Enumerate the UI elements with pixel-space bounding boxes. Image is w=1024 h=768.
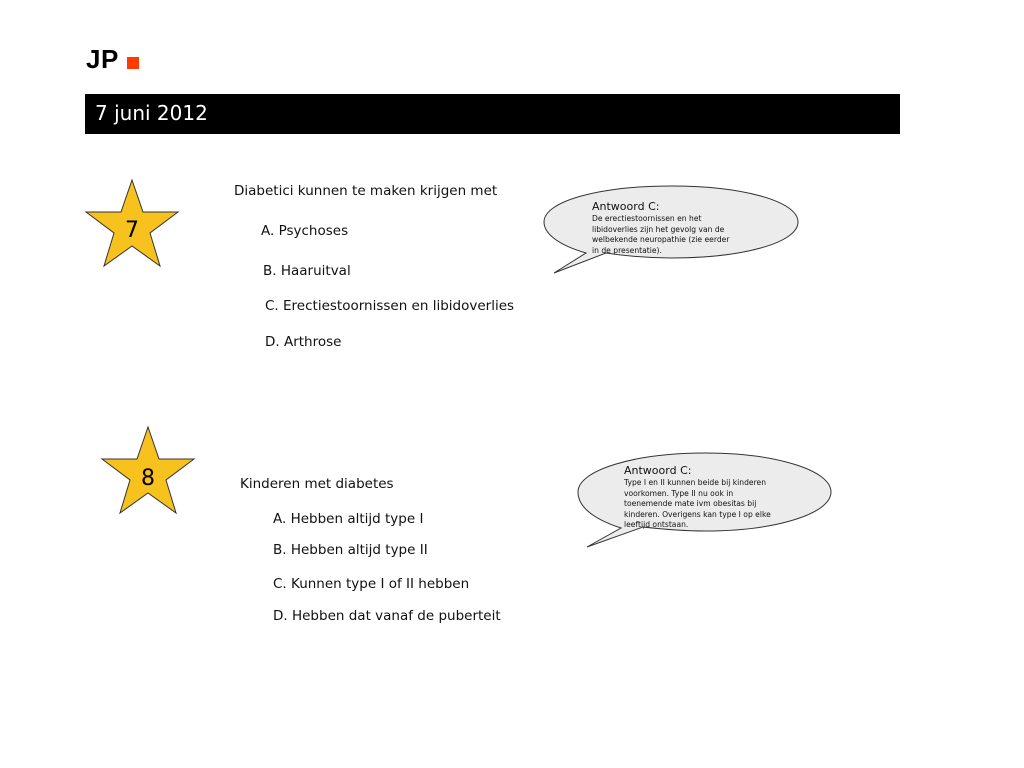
date-bar xyxy=(85,94,900,134)
question-7-star-badge xyxy=(84,178,180,270)
question-7-prompt: Diabetici kunnen te maken krijgen met xyxy=(234,183,498,199)
question-8-option-b: B. Hebben altijd type II xyxy=(273,542,428,558)
answer-line: De erectiestoornissen en het xyxy=(592,214,702,223)
logo: JP xyxy=(86,44,119,74)
question-7-option-a: A. Psychoses xyxy=(261,223,349,239)
logo-accent-square xyxy=(127,57,139,69)
answer-title: Antwoord C: xyxy=(592,200,660,213)
question-number: 8 xyxy=(141,466,155,491)
answer-line: kinderen. Overigens kan type I op elke xyxy=(624,509,771,519)
answer-line: welbekende neuropathie (zie eerder xyxy=(592,235,730,245)
answer-line: voorkomen. Type II nu ook in xyxy=(624,488,734,498)
answer-line: Type I en II kunnen beide bij kinderen xyxy=(624,478,767,487)
question-8-star-badge xyxy=(100,425,196,517)
question-7-option-d: D. Arthrose xyxy=(265,334,342,350)
date-label: 7 juni 2012 xyxy=(95,101,208,125)
question-7-option-b: B. Haaruitval xyxy=(263,263,351,279)
question-7-option-c: C. Erectiestoornissen en libidoverlies xyxy=(265,298,515,314)
answer-line: toenemende mate ivm obesitas bij xyxy=(624,499,757,509)
answer-line: in de presentatie). xyxy=(592,245,662,255)
answer-line: leeftijd ontstaan. xyxy=(624,520,689,530)
question-7-answer-bubble xyxy=(540,182,802,278)
question-number: 7 xyxy=(125,218,139,243)
question-8-answer-bubble xyxy=(575,448,835,552)
answer-title: Antwoord C: xyxy=(624,464,692,477)
answer-line: libidoverlies zijn het gevolg van de xyxy=(592,224,725,234)
question-8-prompt: Kinderen met diabetes xyxy=(240,476,394,492)
question-8-option-d: D. Hebben dat vanaf de puberteit xyxy=(273,608,501,624)
question-8-option-c: C. Kunnen type I of II hebben xyxy=(273,576,470,592)
question-8-option-a: A. Hebben altijd type I xyxy=(273,511,424,527)
